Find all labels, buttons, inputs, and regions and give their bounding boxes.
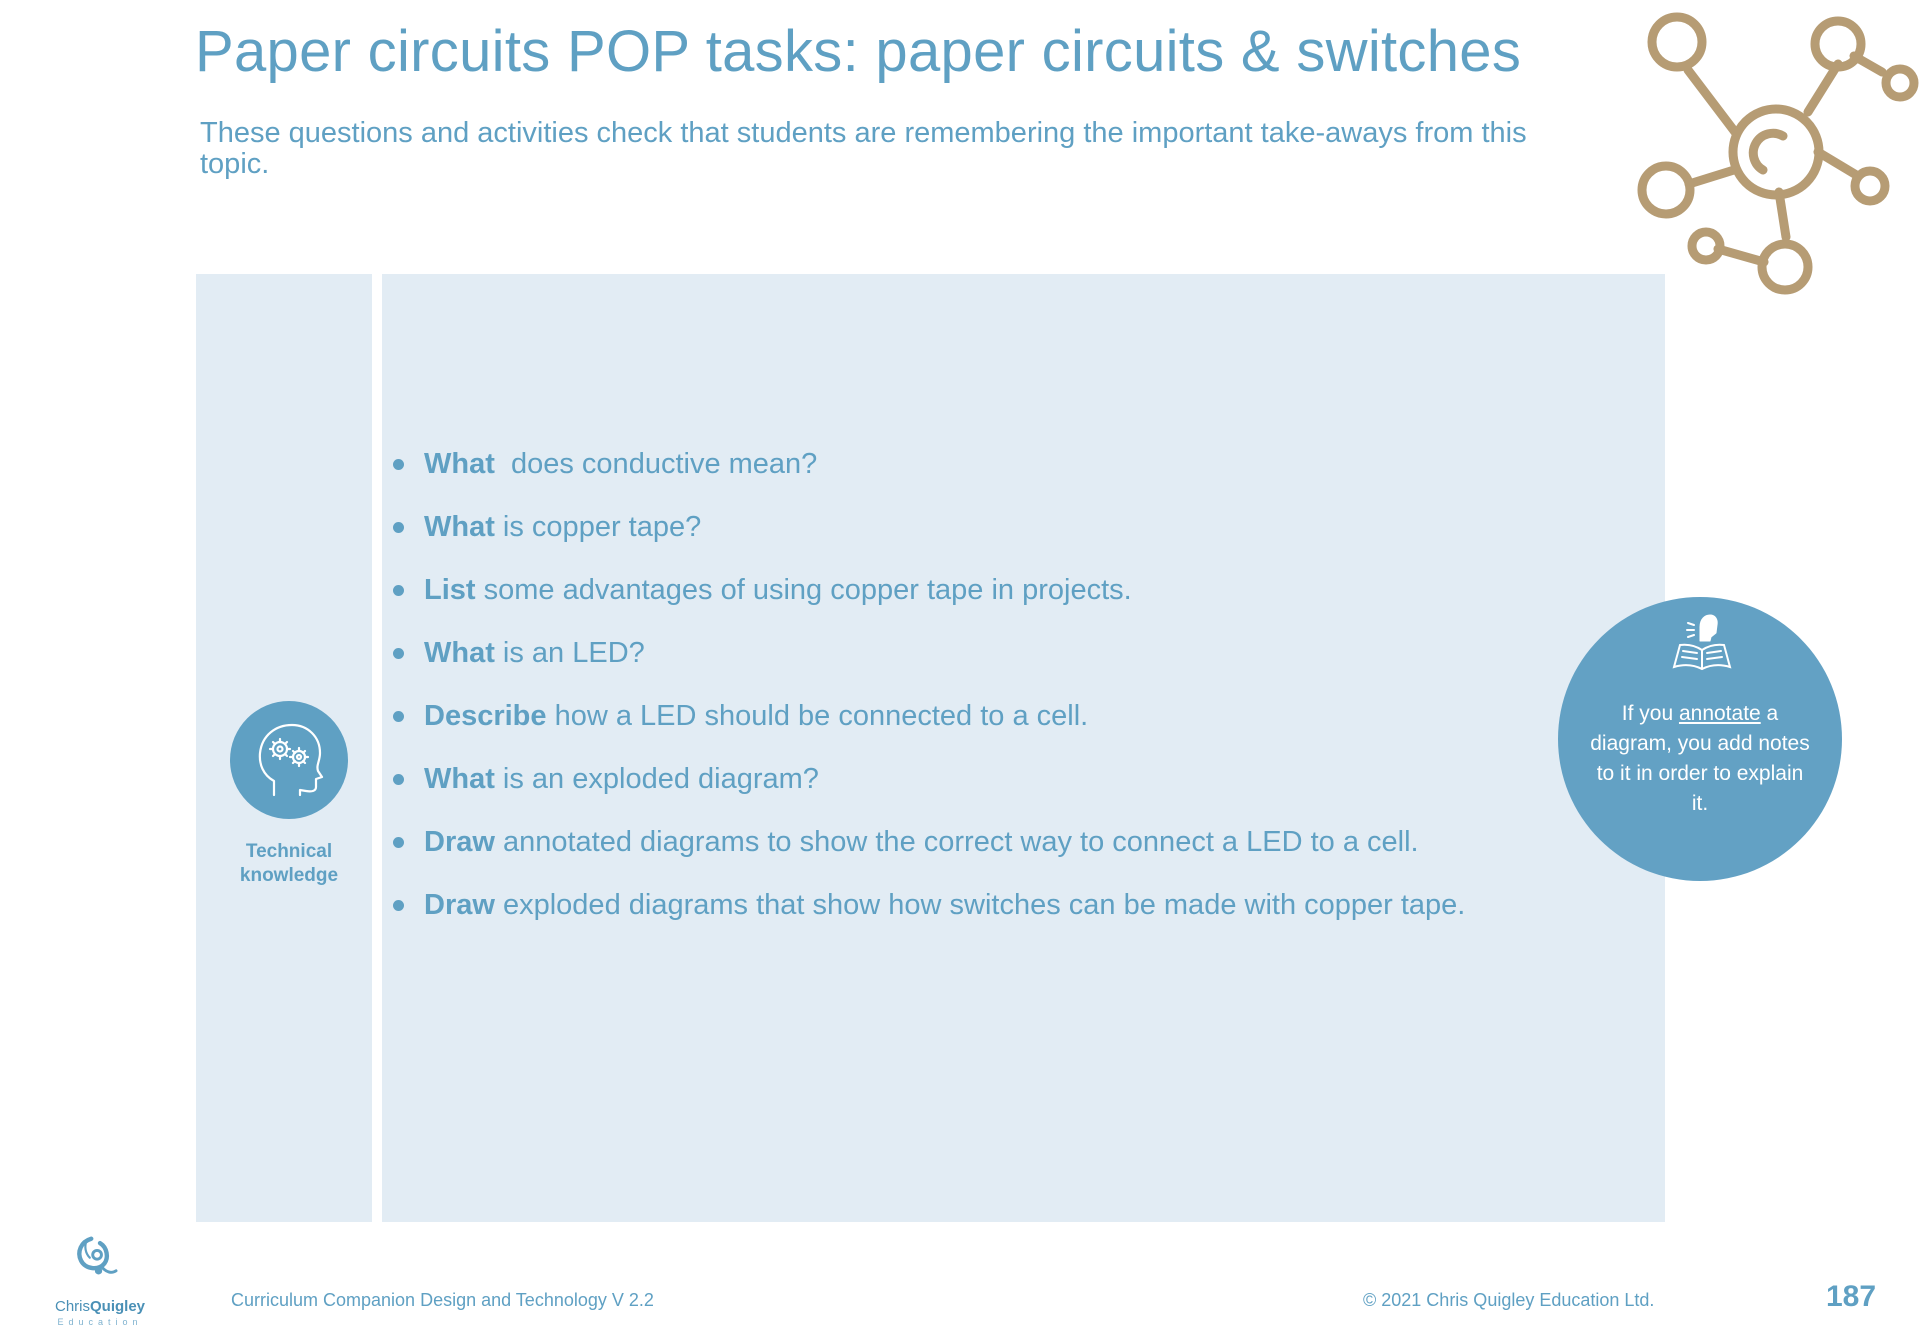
task-item: [388, 816, 1588, 879]
technical-knowledge-badge: [230, 701, 348, 819]
task-verb: What: [424, 637, 495, 669]
vocabulary-term: annotate: [1678, 702, 1761, 725]
footer-copyright: © 2021 Chris Quigley Education Ltd.: [1363, 1290, 1655, 1310]
logo-name-first: Chris: [54, 1298, 90, 1315]
page-subtitle: These questions and activities check that students are remembering the important take-aways from this topic.: [200, 117, 1527, 180]
task-text: is copper tape?: [494, 511, 702, 543]
footer-document-title: Curriculum Companion Design and Technology V 2.2: [231, 1290, 654, 1310]
vocabulary-text: If you: [1621, 702, 1679, 725]
task-item: [388, 501, 1588, 564]
vocabulary-definition: [1586, 699, 1814, 819]
task-text: is an exploded diagram?: [494, 763, 819, 795]
page-number: 187: [1826, 1280, 1877, 1313]
vocabulary-callout: [1558, 597, 1842, 881]
task-text: does conductive mean?: [494, 448, 818, 480]
category-label: [196, 840, 382, 888]
task-verb: List: [424, 574, 476, 606]
task-item: [388, 879, 1588, 942]
category-label-line: Technical: [245, 841, 333, 862]
category-label-line: knowledge: [239, 865, 339, 886]
task-text: how a LED should be connected to a cell.: [546, 700, 1089, 732]
task-text: annotated diagrams to show the correct way to connect a LED to a cell.: [494, 826, 1419, 858]
task-item: [388, 438, 1588, 501]
task-verb: Draw: [424, 826, 495, 858]
task-verb: Draw: [424, 889, 495, 921]
molecule-network-icon: [1632, 6, 1920, 306]
chris-quigley-logo: [52, 1230, 148, 1300]
task-item: [388, 753, 1588, 816]
page-title: Paper circuits POP tasks: paper circuits & switches: [195, 19, 1522, 84]
logo-subtitle: Education: [57, 1317, 143, 1327]
task-text: is an LED?: [494, 637, 645, 669]
vocabulary-text: a diagram, you add notes to it in order to explain it.: [1590, 702, 1816, 815]
task-text: exploded diagrams that show how switches can be made with copper tape.: [494, 889, 1466, 921]
task-list: [388, 438, 1588, 942]
task-verb: Describe: [424, 700, 547, 732]
logo-name: [52, 1298, 148, 1315]
reading-book-icon: [1670, 611, 1734, 671]
head-with-gears-icon: [254, 721, 324, 799]
task-verb: What: [424, 511, 495, 543]
task-item: [388, 627, 1588, 690]
task-verb: What: [424, 763, 495, 795]
task-item: [388, 564, 1588, 627]
task-item: [388, 690, 1588, 753]
logo-name-last: Quigley: [90, 1298, 146, 1315]
task-verb: What: [424, 448, 495, 480]
task-text: some advantages of using copper tape in projects.: [475, 574, 1132, 606]
